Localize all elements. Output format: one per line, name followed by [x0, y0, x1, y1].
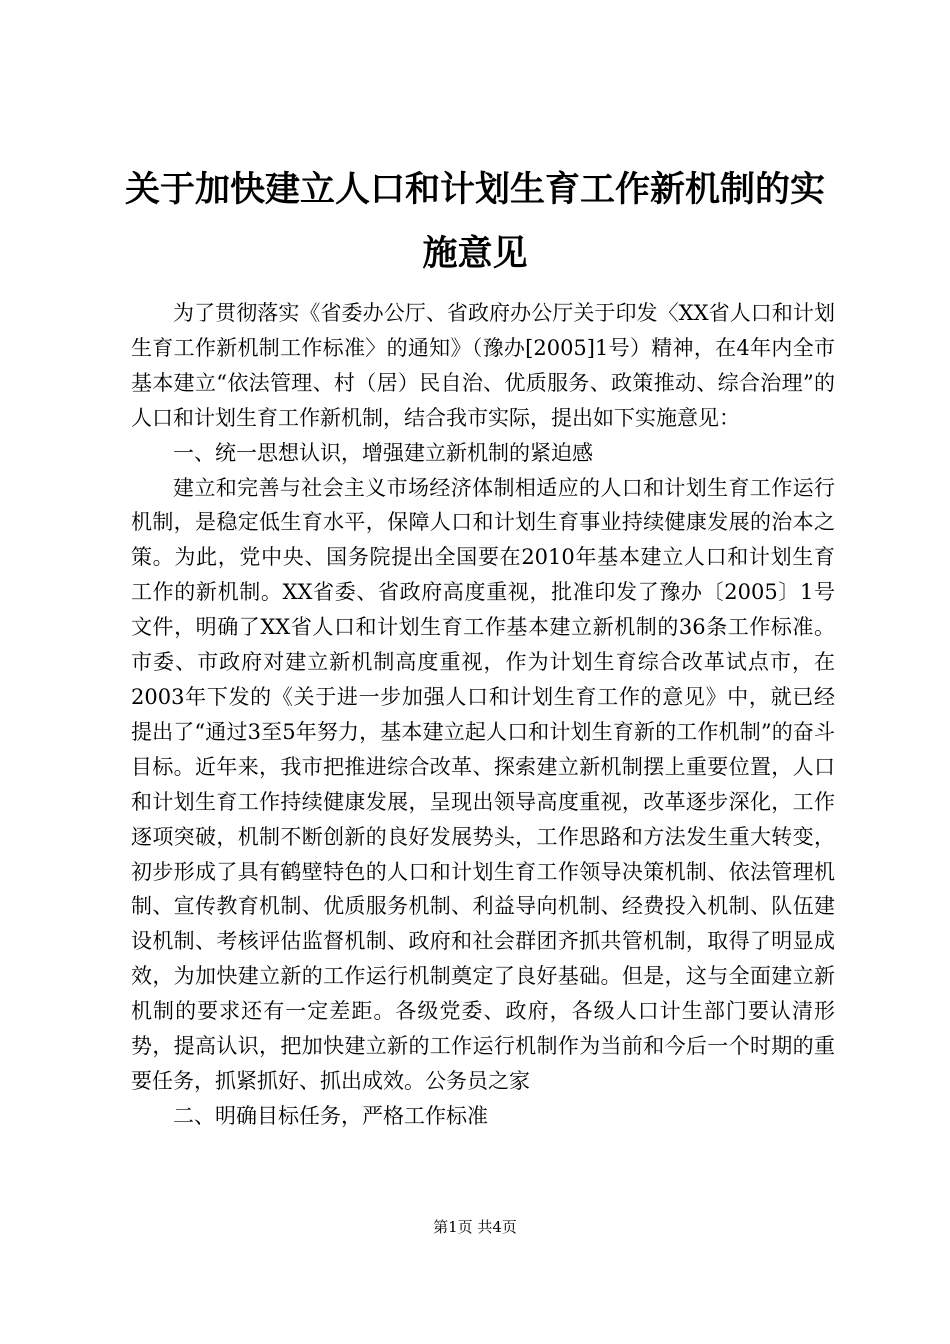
- section-1-heading: 一、统一思想认识，增强建立新机制的紧迫感: [173, 440, 593, 465]
- section-2-heading: 二、明确目标任务，严格工作标准: [173, 1103, 488, 1128]
- section-1-paragraph: 建立和完善与社会主义市场经济体制相适应的人口和计划生育工作运行机制，是稳定低生育水平，保障人口和计划生育事业持续健康发展的治本之策。为此，党中央、国务院提出全国要在2010年基本建立人口和计划生育工作的新机制。XX省委、省政府高度重视，批准印发了豫办〔2005〕1号文件，明确了XX省人口和计划生育工作基本建立新机制的36条工作标准。市委、市政府对建立新机制高度重视，作为计划生育综合改革试点市，在2003年下发的《关于进一步加强人口和计划生育工作的意见》中，就已经提出了“通过3至5年努力，基本建立起人口和计划生育新的工作机制”的奋斗目标。近年来，我市把推进综合改革、探索建立新机制摆上重要位置，人口和计划生育工作持续健康发展，呈现出领导高度重视，改革逐步深化，工作逐项突破，机制不断创新的良好发展势头，工作思路和方法发生重大转变，初步形成了具有鹤壁特色的人口和计划生育工作领导决策机制、依法管理机制、宣传教育机制、优质服务机制、利益导向机制、经费投入机制、队伍建设机制、考核评估监督机制、政府和社会群团齐抓共管机制，取得了明显成效，为加快建立新的工作运行机制奠定了良好基础。但是，这与全面建立新机制的要求还有一定差距。各级党委、政府，各级人口计生部门要认清形势，提高认识，把加快建立新的工作运行机制作为当前和今后一个时期的重要任务，抓紧抓好、抓出成效。公务员之家: [131, 475, 835, 1093]
- document-title: 关于加快建立人口和计划生育工作新机制的实施意见: [124, 169, 825, 274]
- intro-paragraph: 为了贯彻落实《省委办公厅、省政府办公厅关于印发〈XX省人口和计划生育工作新机制工作标准〉的通知》（豫办[2005]1号）精神，在4年内全市基本建立“依法管理、村（居）民自治、优质服务、政策推动、综合治理”的人口和计划生育工作新机制，结合我市实际，提出如下实施意见：: [131, 301, 835, 430]
- document-body: [131, 296, 835, 1134]
- page-number-footer: 第1页 共4页: [433, 1218, 517, 1236]
